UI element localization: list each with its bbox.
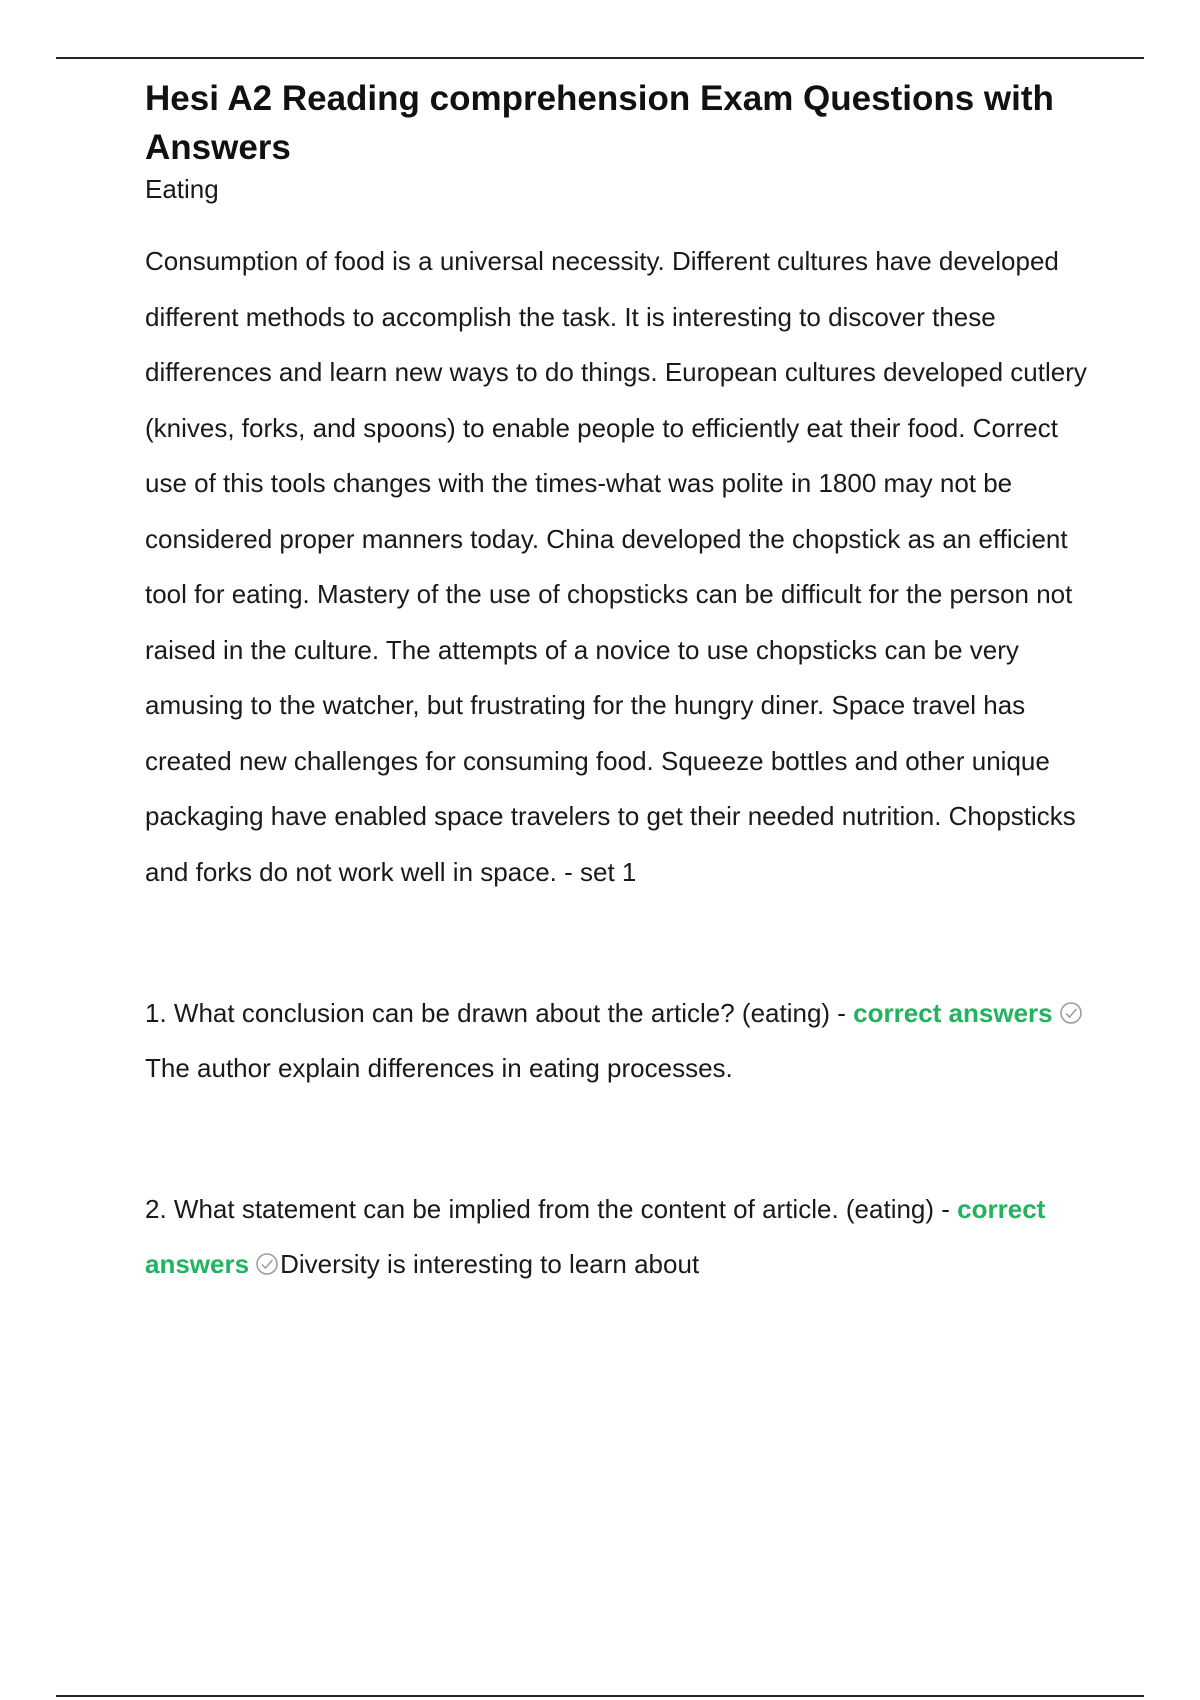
document-subtitle: Eating bbox=[145, 174, 219, 204]
top-rule bbox=[56, 57, 1144, 59]
reading-passage: Consumption of food is a universal necessity. Different cultures have developed different methods to accomplish the task. It is interesting to discover these differences and learn new ways to do things. European cultures developed cutlery (knives, forks, and spoons) to enable people to efficiently eat their food. Correct use of this tools changes with the times-what was polite in 1800 may not be considered proper manners today. China developed the chopstick as an efficient tool for eating. Mastery of the use of chopsticks can be difficult for the person not raised in the culture. The attempts of a novice to use chopsticks can be very amusing to the watcher, but frustrating for the hungry diner. Space travel has created new challenges for consuming food. Squeeze bottles and other unique packaging have enabled space travelers to get their needed nutrition. Chopsticks and forks do not work well in space. - set 1 bbox=[145, 246, 1087, 887]
answer-text: Diversity is interesting to learn about bbox=[280, 1249, 700, 1279]
check-circle-icon bbox=[255, 1240, 279, 1264]
answer-text: The author explain differences in eating processes. bbox=[145, 1053, 733, 1083]
check-circle-icon bbox=[1059, 989, 1083, 1013]
question-text: 2. What statement can be implied from the content of article. (eating) - bbox=[145, 1194, 958, 1224]
answer-label: correct answers bbox=[145, 1194, 1046, 1279]
document-page bbox=[145, 74, 1105, 1292]
answer-label: correct answers bbox=[853, 998, 1053, 1028]
document-title: Hesi A2 Reading comprehension Exam Questions with Answers bbox=[145, 79, 1054, 167]
bottom-rule bbox=[56, 1695, 1144, 1697]
question-item bbox=[145, 986, 1095, 1096]
question-item bbox=[145, 1182, 1095, 1292]
question-text: 1. What conclusion can be drawn about the article? (eating) - bbox=[145, 998, 854, 1028]
